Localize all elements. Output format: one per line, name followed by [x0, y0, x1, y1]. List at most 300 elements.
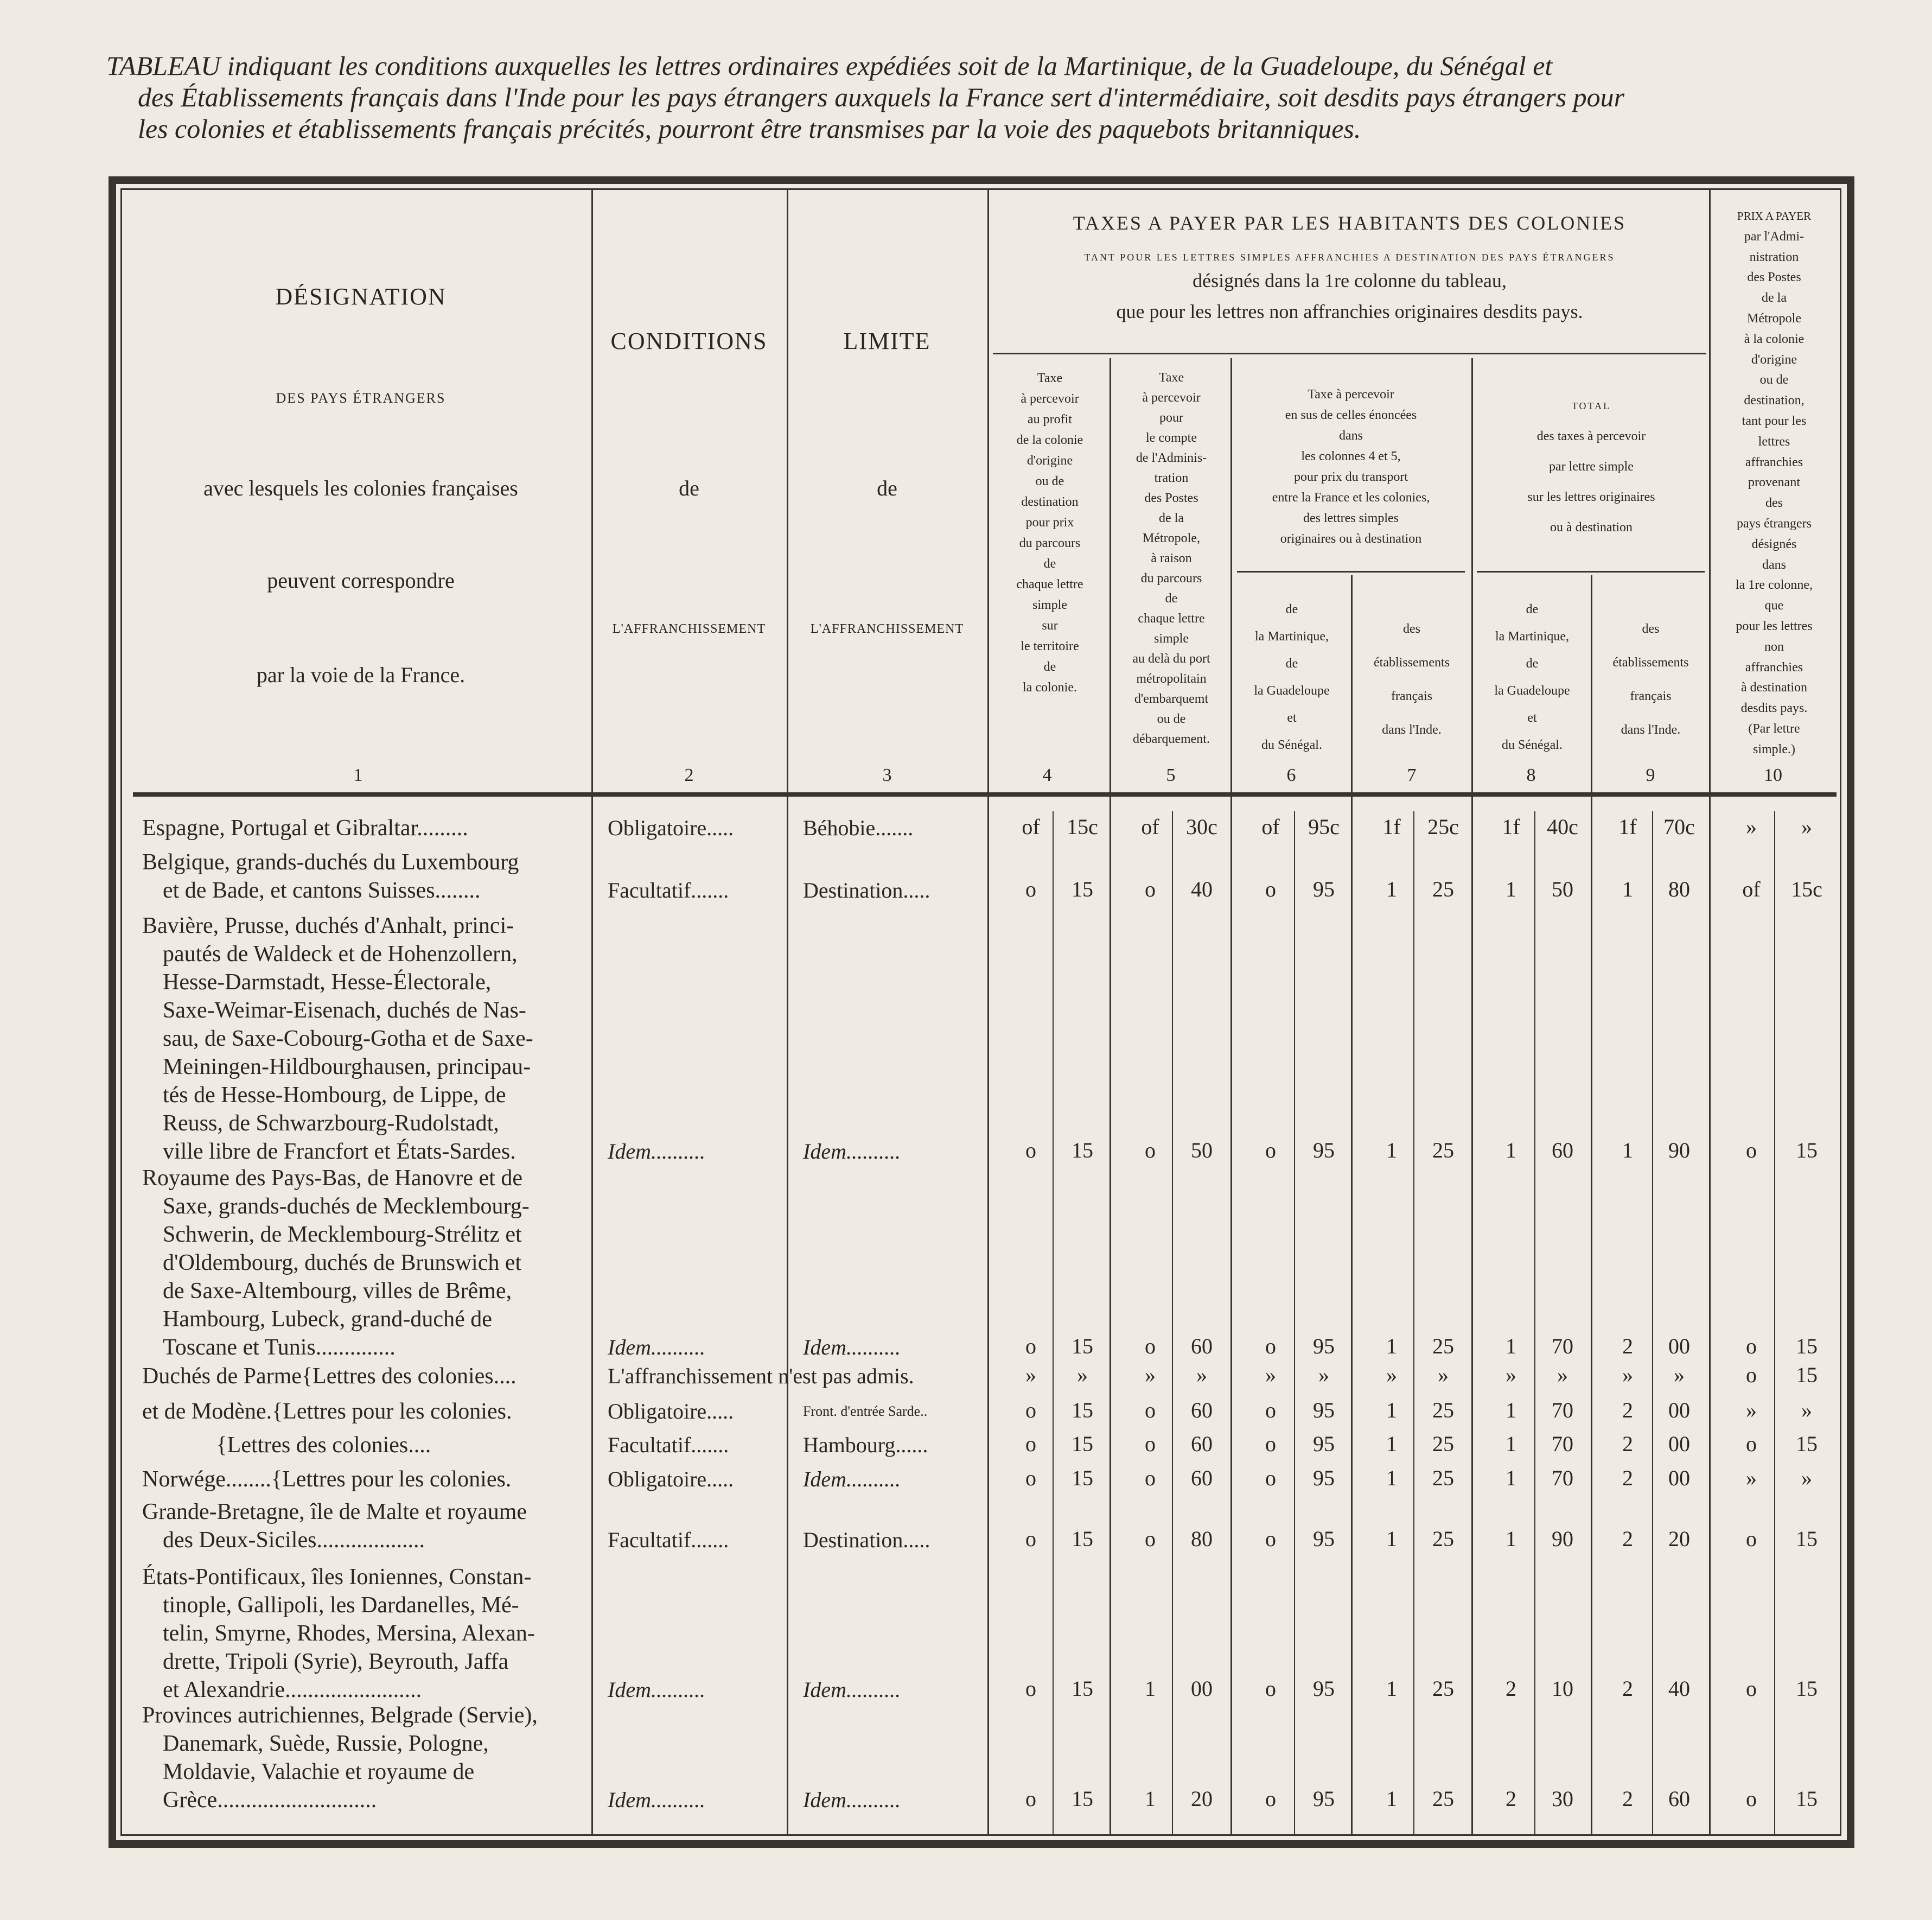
row-value: 95c [1308, 815, 1340, 839]
col67-line: pour prix du transport [1294, 470, 1408, 484]
row-limit: Idem.......... [803, 1335, 901, 1359]
row-condition: Obligatoire..... [608, 1399, 734, 1423]
row-value: 15 [1072, 1432, 1093, 1456]
col5-line: métropolitain [1136, 672, 1207, 686]
row-value: 1 [1506, 877, 1516, 901]
col10-line: pour les lettres [1736, 619, 1813, 633]
row-value: » [1025, 1363, 1036, 1387]
row-condition: Idem.......... [608, 1788, 705, 1812]
col10-line: la 1re colonne, [1736, 578, 1813, 593]
row-value: 2 [1622, 1334, 1633, 1358]
row-value: 60 [1191, 1398, 1213, 1422]
row-value: 1 [1386, 1787, 1397, 1811]
row-value: » [1265, 1363, 1276, 1387]
col89-line: TOTAL [1571, 400, 1611, 411]
col10-number: 10 [1764, 765, 1782, 785]
row-designation-line: d'Oldembourg, duchés de Brunswich et [163, 1250, 522, 1275]
row-value: 1 [1506, 1334, 1516, 1358]
col-divider-3 [987, 190, 989, 1834]
row-value: o [1025, 1787, 1036, 1811]
row-limit: Destination..... [803, 878, 930, 902]
row-designation-line: {Lettres des colonies.... [142, 1433, 431, 1458]
row-value: o [1746, 1527, 1757, 1551]
row-value: o [1265, 1398, 1276, 1422]
col10-line: desdits pays. [1740, 701, 1808, 716]
col8-line: de [1526, 657, 1539, 671]
row-designation-line: de Saxe-Altembourg, villes de Brême, [163, 1279, 512, 1304]
row-value: 25 [1432, 877, 1454, 901]
row-value: 1 [1386, 1676, 1397, 1701]
row-value: » [1746, 815, 1757, 839]
row-designation-line: Schwerin, de Mecklembourg-Strélitz et [163, 1222, 522, 1247]
col3-header-de: de [877, 476, 897, 500]
row-value: 70c [1663, 815, 1695, 839]
row-limit: Idem.......... [803, 1467, 901, 1491]
row-value: o [1025, 1676, 1036, 1701]
row-value: 1 [1622, 1138, 1633, 1162]
row-value: 30 [1552, 1787, 1573, 1811]
row-limit: Front. d'entrée Sarde.. [803, 1403, 928, 1419]
col10-line: destination, [1744, 393, 1805, 408]
row-designation-line: telin, Smyrne, Rhodes, Mersina, Alexan- [163, 1621, 535, 1646]
row-designation-line: Moldavie, Valachie et royaume de [163, 1759, 475, 1784]
title-line-1: TABLEAU indiquant les conditions auxquelles les lettres ordinaires expédiées soit de la Martinique, de la Guadeloupe, du Sénégal et [106, 50, 1553, 81]
col4-line: simple [1032, 598, 1067, 612]
row-condition: Obligatoire..... [608, 1467, 734, 1491]
col1-header-l5: par la voie de la France. [256, 663, 466, 687]
row-value: 15 [1796, 1138, 1818, 1162]
row-value: 1 [1506, 1138, 1516, 1162]
col2-header-de: de [679, 476, 699, 500]
row-value: 15 [1072, 1398, 1093, 1422]
col5-line: de l'Adminis- [1136, 451, 1207, 465]
col67-line: originaires ou à destination [1280, 532, 1422, 546]
row-value: o [1145, 1138, 1156, 1162]
col5-line: le compte [1146, 431, 1197, 445]
row-value: 15 [1796, 1527, 1818, 1551]
col4-line: Taxe [1037, 371, 1063, 385]
row-designation-line: et de Bade, et cantons Suisses........ [163, 878, 481, 903]
col10-line: des [1765, 496, 1783, 511]
row-designation-line: Toscane et Tunis.............. [163, 1335, 396, 1360]
row-value: » [1386, 1363, 1397, 1387]
row-value: o [1265, 1138, 1276, 1162]
col4-line: de la colonie [1016, 433, 1083, 447]
row-value: 1 [1386, 1466, 1397, 1490]
row-value: » [1674, 1363, 1685, 1387]
row-value: o [1025, 877, 1036, 901]
row-designation-line: pautés de Waldeck et de Hohenzollern, [163, 942, 518, 967]
col8-line: du Sénégal. [1502, 738, 1563, 752]
row-designation-line: Saxe, grands-duchés de Mecklembourg- [163, 1194, 530, 1219]
row-value: of [1261, 815, 1280, 839]
col-divider-5 [1230, 358, 1232, 1834]
col4-line: à percevoir [1021, 392, 1079, 406]
col4-line: sur [1042, 619, 1058, 633]
col10-line: affranchies [1745, 660, 1803, 675]
col5-line: des Postes [1144, 491, 1198, 505]
row-value: o [1145, 1432, 1156, 1456]
col10-line: d'origine [1751, 352, 1797, 367]
row-designation-line: Espagne, Portugal et Gibraltar......... [142, 816, 468, 841]
row-limit: Idem.......... [803, 1677, 901, 1702]
row-designation-line: Grèce............................ [163, 1788, 377, 1813]
col10-line: (Par lettre [1748, 721, 1800, 736]
header-bottom-rule [133, 792, 1837, 797]
col10-line: dans [1762, 557, 1786, 572]
col4-header [990, 368, 1110, 698]
col10-line: nistration [1749, 250, 1799, 264]
col4-line: destination [1021, 495, 1079, 509]
row-value: 2 [1622, 1432, 1633, 1456]
row-condition: Idem.......... [608, 1139, 705, 1164]
row-value: 25c [1427, 815, 1459, 839]
col7-line: français [1391, 689, 1432, 703]
row-value: 15 [1072, 1334, 1093, 1358]
row-value: o [1025, 1432, 1036, 1456]
row-value: 70 [1552, 1334, 1573, 1358]
col10-line: de la [1762, 291, 1787, 306]
col5-line: de la [1159, 511, 1184, 525]
row-value: o [1025, 1466, 1036, 1490]
row-value: 1 [1145, 1787, 1156, 1811]
row-value: o [1145, 877, 1156, 901]
col89-rule [1477, 571, 1705, 573]
row-condition: Facultatif....... [608, 1528, 729, 1552]
row-value: 2 [1622, 1787, 1633, 1811]
row-value: 95 [1313, 1527, 1335, 1551]
row-value: » [1196, 1363, 1207, 1387]
col4-line: la colonie. [1023, 681, 1077, 695]
col7-line: établissements [1374, 656, 1450, 670]
row-value: » [1318, 1363, 1329, 1387]
col8-line: de [1526, 602, 1539, 616]
row-value: 1f [1618, 815, 1637, 839]
col4-line: ou de [1035, 474, 1064, 488]
row-designation-line: Reuss, de Schwarzbourg-Rudolstadt, [163, 1111, 499, 1136]
col6-number: 6 [1286, 765, 1296, 785]
row-value: » [1622, 1363, 1633, 1387]
row-value: o [1265, 1787, 1276, 1811]
col10-line: désignés [1751, 537, 1797, 551]
row-value: 60 [1552, 1138, 1573, 1162]
row-value: 70 [1552, 1398, 1573, 1422]
row-value: 25 [1432, 1527, 1454, 1551]
col6-line: la Martinique, [1255, 630, 1329, 644]
row-value: 50 [1552, 877, 1573, 901]
row-designation-line: Duchés de Parme{Lettres des colonies.... [142, 1364, 517, 1389]
row-designation-line: Saxe-Weimar-Eisenach, duchés de Nas- [163, 998, 526, 1023]
col5-line: chaque lettre [1138, 612, 1205, 626]
col4-line: chaque lettre [1016, 577, 1083, 592]
col2-header-title: CONDITIONS [610, 328, 768, 354]
row-value: 20 [1191, 1787, 1213, 1811]
table-title [106, 50, 1859, 144]
row-value: o [1746, 1432, 1757, 1456]
row-value: 15 [1796, 1334, 1818, 1358]
row-condition: Facultatif....... [608, 1433, 729, 1457]
row-designation-line: États-Pontificaux, îles Ioniennes, Constan- [142, 1565, 532, 1590]
col10-line: provenant [1748, 475, 1800, 490]
row-value: o [1746, 1787, 1757, 1811]
col5-line: ou de [1157, 712, 1186, 726]
row-value: 1 [1386, 1527, 1397, 1551]
row-designation-line: Norwége........{Lettres pour les colonies. [142, 1467, 512, 1492]
col5-line: tration [1154, 471, 1189, 485]
row-value: 15 [1072, 877, 1093, 901]
row-value: o [1265, 1334, 1276, 1358]
row-value: o [1145, 1527, 1156, 1551]
row-value: 15 [1072, 1676, 1093, 1701]
row-value: 2 [1506, 1676, 1516, 1701]
row-value: o [1746, 1138, 1757, 1162]
col9-header [1592, 612, 1709, 747]
row-value: o [1265, 1527, 1276, 1551]
row-value: 15 [1796, 1432, 1818, 1456]
col5-line: à raison [1151, 551, 1192, 565]
row-condition: Obligatoire..... [608, 816, 734, 840]
row-value: 1 [1506, 1466, 1516, 1490]
col-divider-2 [787, 190, 788, 1834]
col5-header [1112, 368, 1230, 749]
col8-line: et [1527, 711, 1537, 725]
row-value: » [1077, 1363, 1088, 1387]
row-value: 80 [1191, 1527, 1213, 1551]
row-value: 1f [1502, 815, 1520, 839]
row-designation-line: tés de Hesse-Hombourg, de Lippe, de [163, 1083, 506, 1108]
col8-header [1473, 596, 1591, 759]
col6-line: de [1285, 657, 1298, 671]
row-value: 25 [1432, 1138, 1454, 1162]
row-condition: Facultatif....... [608, 878, 729, 902]
row-value: » [1438, 1363, 1449, 1387]
row-value: 15c [1067, 815, 1098, 839]
col10-line: PRIX A PAYER [1737, 209, 1812, 222]
row-condition: L'affranchissement n'est pas admis. [608, 1364, 914, 1388]
taxes-header-rule [993, 353, 1706, 354]
row-condition: Idem.......... [608, 1677, 705, 1702]
col67-line: en sus de celles énoncées [1285, 408, 1417, 422]
row-value: 2 [1622, 1527, 1633, 1551]
row-value: » [1145, 1363, 1156, 1387]
row-value: 1 [1506, 1398, 1516, 1422]
col10-line: affranchies [1745, 455, 1803, 469]
col67-line: dans [1339, 429, 1363, 443]
row-value: 60 [1191, 1432, 1213, 1456]
col67-rule [1237, 571, 1465, 573]
row-designation-line: Hambourg, Lubeck, grand-duché de [163, 1307, 492, 1332]
row-value: 00 [1668, 1398, 1690, 1422]
row-value: 80 [1668, 877, 1690, 901]
col4-line: du parcours [1019, 536, 1081, 550]
row-designation-line: Grande-Bretagne, île de Malte et royaume [142, 1499, 527, 1524]
col7-header [1353, 612, 1471, 747]
row-designation-line: Hesse-Darmstadt, Hesse-Électorale, [163, 970, 492, 995]
row-value: o [1145, 1398, 1156, 1422]
col5-line: de [1165, 592, 1178, 606]
row-value: 95 [1313, 1787, 1335, 1811]
row-value: o [1265, 1432, 1276, 1456]
row-designation-line: des Deux-Siciles................... [163, 1528, 425, 1553]
col10-line: lettres [1758, 434, 1790, 449]
row-value: 10 [1552, 1676, 1573, 1701]
row-value: 25 [1432, 1676, 1454, 1701]
row-value: o [1746, 1676, 1757, 1701]
col67-line: des lettres simples [1303, 511, 1399, 525]
col10-line: non [1764, 639, 1784, 654]
row-designation-line: Meiningen-Hildbourghausen, principau- [163, 1054, 531, 1079]
col-divider-4 [1110, 358, 1111, 1834]
col10-line: à la colonie [1744, 332, 1805, 346]
col5-line: simple [1154, 632, 1189, 646]
row-value: 15c [1791, 877, 1822, 901]
col10-line: Métropole [1747, 311, 1801, 326]
col4-line: pour prix [1025, 516, 1074, 530]
row-value: » [1557, 1363, 1568, 1387]
col8-line: la Guadeloupe [1494, 684, 1570, 698]
col6-line: la Guadeloupe [1254, 684, 1330, 698]
row-value: o [1265, 877, 1276, 901]
row-value: 40 [1668, 1676, 1690, 1701]
row-value: 95 [1313, 1432, 1335, 1456]
col1-header-l4: peuvent correspondre [267, 568, 455, 593]
row-limit: Destination..... [803, 1528, 930, 1552]
col5-line: au delà du port [1132, 652, 1210, 666]
title-line-2: des Établissements français dans l'Inde pour les pays étrangers auxquels la France sert d'intermédiaire, soit desdits pays étrangers pour [138, 82, 1625, 112]
row-value: 00 [1668, 1334, 1690, 1358]
col-divider-6 [1351, 575, 1353, 1834]
col9-line: établissements [1612, 656, 1689, 670]
col5-line: Métropole, [1143, 531, 1200, 545]
row-value: o [1145, 1466, 1156, 1490]
row-value: 2 [1622, 1398, 1633, 1422]
row-value: 1 [1622, 877, 1633, 901]
row-value: » [1746, 1398, 1757, 1422]
row-value: 1 [1145, 1676, 1156, 1701]
row-value: 30c [1186, 815, 1217, 839]
row-value: 25 [1432, 1334, 1454, 1358]
col2-header-bottom: L'AFFRANCHISSEMENT [612, 622, 766, 636]
col9-line: des [1642, 622, 1660, 636]
row-value: » [1801, 815, 1812, 839]
col6-line: du Sénégal. [1261, 738, 1322, 752]
row-designation-line: et de Modène.{Lettres pour les colonies. [142, 1399, 512, 1424]
row-value: o [1025, 1398, 1036, 1422]
row-value: 60 [1191, 1466, 1213, 1490]
row-designation-line: Bavière, Prusse, duchés d'Anhalt, princi- [142, 913, 514, 938]
row-value: o [1746, 1363, 1757, 1387]
col89-line: par lettre simple [1549, 460, 1634, 474]
row-value: 15 [1796, 1363, 1818, 1387]
col6-line: et [1287, 711, 1297, 725]
col5-line: Taxe [1158, 371, 1184, 385]
row-value: 40c [1547, 815, 1578, 839]
row-designation-line: Danemark, Suède, Russie, Pologne, [163, 1731, 489, 1756]
row-value: 15 [1072, 1787, 1093, 1811]
row-value: 25 [1432, 1466, 1454, 1490]
row-value: 40 [1191, 877, 1213, 901]
col5-line: du parcours [1140, 571, 1202, 586]
row-value: 1 [1386, 1432, 1397, 1456]
col7-line: dans l'Inde. [1382, 723, 1442, 737]
row-designation-line: Belgique, grands-duchés du Luxembourg [142, 850, 519, 875]
col10-line: tant pour les [1742, 414, 1807, 428]
row-value: 90 [1668, 1138, 1690, 1162]
col89-header [1475, 391, 1708, 543]
col3-number: 3 [882, 765, 892, 785]
col4-line: d'origine [1026, 454, 1073, 468]
row-value: 15 [1072, 1527, 1093, 1551]
row-designation-line: tinople, Gallipoli, les Dardanelles, Mé- [163, 1593, 519, 1618]
row-value: o [1265, 1466, 1276, 1490]
row-value: 25 [1432, 1398, 1454, 1422]
col6-line: de [1285, 602, 1298, 616]
row-value: of [1141, 815, 1159, 839]
col4-line: le territoire [1021, 639, 1079, 653]
taxes-header-l3: désignés dans la 1re colonne du tableau, [1193, 270, 1507, 291]
row-value: 2 [1622, 1676, 1633, 1701]
col89-line: sur les lettres originaires [1527, 490, 1655, 504]
row-value: 15 [1796, 1787, 1818, 1811]
row-value: of [1742, 877, 1761, 901]
row-value: 00 [1668, 1432, 1690, 1456]
row-value: o [1746, 1334, 1757, 1358]
row-value: 1 [1506, 1432, 1516, 1456]
col5-line: pour [1159, 411, 1183, 425]
row-value: 25 [1432, 1787, 1454, 1811]
col89-line: des taxes à percevoir [1536, 429, 1646, 443]
col5-line: à percevoir [1142, 391, 1201, 405]
row-value: 50 [1191, 1138, 1213, 1162]
col4-line: au profit [1028, 412, 1072, 427]
subcol-9 [1652, 811, 1653, 1834]
title-line-3: les colonies et établissements français précités, pourront être transmises par la voie des paquebots britanniques. [138, 113, 1361, 144]
row-value: 95 [1313, 1466, 1335, 1490]
row-value: » [1746, 1466, 1757, 1490]
row-value: 60 [1668, 1787, 1690, 1811]
col1-header-title: DÉSIGNATION [275, 283, 447, 310]
row-value: 60 [1191, 1334, 1213, 1358]
col9-line: français [1630, 689, 1672, 703]
col10-line: des Postes [1747, 270, 1801, 285]
col8-number: 8 [1526, 765, 1536, 785]
col7-number: 7 [1407, 765, 1417, 785]
row-value: 95 [1313, 1676, 1335, 1701]
row-designation-line: ville libre de Francfort et États-Sardes. [163, 1139, 516, 1164]
col1-number: 1 [353, 765, 363, 785]
col1-header-l2: DES PAYS ÉTRANGERS [276, 390, 446, 406]
row-value: 1 [1506, 1527, 1516, 1551]
col67-line: entre la France et les colonies, [1272, 491, 1430, 505]
row-limit: Idem.......... [803, 1788, 901, 1812]
col4-line: de [1043, 557, 1056, 571]
row-limit: Hambourg...... [803, 1433, 928, 1457]
row-value: of [1022, 815, 1040, 839]
row-value: 1f [1382, 815, 1401, 839]
col5-line: d'embarquemt [1134, 692, 1209, 706]
row-value: 15 [1072, 1466, 1093, 1490]
row-value: 2 [1506, 1787, 1516, 1811]
row-value: o [1025, 1138, 1036, 1162]
col10-line: pays étrangers [1737, 516, 1812, 531]
row-value: 1 [1386, 877, 1397, 901]
row-value: 95 [1313, 1138, 1335, 1162]
row-value: 70 [1552, 1466, 1573, 1490]
row-value: 95 [1313, 1398, 1335, 1422]
row-designation-line: Provinces autrichiennes, Belgrade (Servie), [142, 1703, 538, 1728]
row-value: » [1801, 1398, 1812, 1422]
col-divider-7 [1471, 358, 1473, 1834]
